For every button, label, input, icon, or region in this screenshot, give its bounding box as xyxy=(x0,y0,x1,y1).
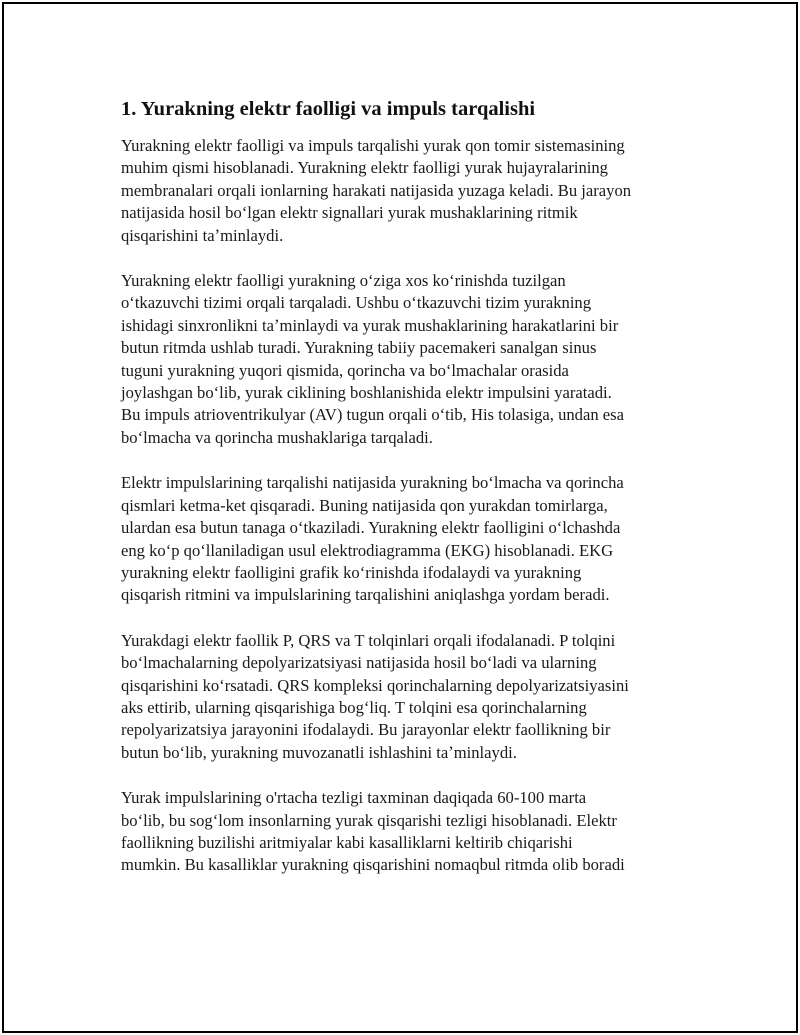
page-border xyxy=(2,2,798,1033)
paragraph-2 xyxy=(121,270,711,449)
document-body xyxy=(121,96,711,900)
text-line: Yurakdagi elektr faollik P, QRS va T tolqinlari orqali ifodalanadi. P tolqini xyxy=(121,630,616,650)
text-line: Elektr impulslarining tarqalishi natijasida yurakning boʻlmacha va qorincha xyxy=(121,473,624,493)
text-line: ulardan esa butun tanaga oʻtkaziladi. Yurakning elektr faolligini oʻlchashda xyxy=(121,518,621,538)
text-line: Bu impuls atrioventrikulyar (AV) tugun orqali oʻtib, His tolasiga, undan esa xyxy=(121,405,624,425)
text-line: faollikning buzilishi aritmiyalar kabi kasalliklarni keltirib chiqarishi xyxy=(121,832,573,852)
text-line: boʻlmacha va qorincha mushaklariga tarqaladi. xyxy=(121,427,433,447)
text-line: Yurak impulslarining o'rtacha tezligi taxminan daqiqada 60-100 marta xyxy=(121,788,587,808)
text-line: Yurakning elektr faolligi yurakning oʻziga xos koʻrinishda tuzilgan xyxy=(121,271,566,291)
paragraph-1 xyxy=(121,135,711,247)
text-line: muhim qismi hisoblanadi. Yurakning elektr faolligi yurak hujayralarining xyxy=(121,158,608,178)
paragraph-3 xyxy=(121,472,711,606)
text-line: boʻlib, bu sogʻlom insonlarning yurak qisqarishi tezligi hisoblanadi. Elektr xyxy=(121,810,617,830)
text-line: joylashgan boʻlib, yurak ciklining boshlanishida elektr impulsini yaratadi. xyxy=(121,383,612,403)
paragraph-4 xyxy=(121,630,711,764)
paragraph-5 xyxy=(121,787,711,877)
text-line: repolyarizatsiya jarayonini ifodalaydi. Bu jarayonlar elektr faollikning bir xyxy=(121,720,611,740)
text-line: membranalari orqali ionlarning harakati natijasida yuzaga keladi. Bu jarayon xyxy=(121,180,632,200)
text-line: boʻlmachalarning depolyarizatsiyasi natijasida hosil boʻladi va ularning xyxy=(121,653,597,673)
text-line: tuguni yurakning yuqori qismida, qorincha va boʻlmachalar orasida xyxy=(121,360,569,380)
text-line: qisqarishini taʼminlaydi. xyxy=(121,225,284,245)
text-line: qisqarishini koʻrsatadi. QRS kompleksi qorinchalarning depolyarizatsiyasini xyxy=(121,675,629,695)
text-line: oʻtkazuvchi tizimi orqali tarqaladi. Ushbu oʻtkazuvchi tizim yurakning xyxy=(121,293,592,313)
text-line: natijasida hosil boʻlgan elektr signallari yurak mushaklarining ritmik xyxy=(121,203,578,223)
text-line: aks ettirib, ularning qisqarishiga bogʻliq. T tolqini esa qorinchalarning xyxy=(121,697,587,717)
text-line: mumkin. Bu kasalliklar yurakning qisqarishini nomaqbul ritmda olib boradi xyxy=(121,855,625,875)
text-line: yurakning elektr faolligini grafik koʻrinishda ifodalaydi va yurakning xyxy=(121,562,582,582)
text-line: butun boʻlib, yurakning muvozanatli ishlashini taʼminlaydi. xyxy=(121,742,517,762)
text-line: ishidagi sinxronlikni taʼminlaydi va yurak mushaklarining harakatlarini bir xyxy=(121,315,619,335)
text-line: Yurakning elektr faolligi va impuls tarqalishi yurak qon tomir sistemasining xyxy=(121,136,625,155)
text-line: eng koʻp qoʻllaniladigan usul elektrodiagramma (EKG) hisoblanadi. EKG xyxy=(121,540,614,560)
text-line: qismlari ketma-ket qisqaradi. Buning natijasida qon yurakdan tomirlarga, xyxy=(121,495,608,515)
section-heading: 1. Yurakning elektr faolligi va impuls tarqalishi xyxy=(121,98,536,120)
text-line: qisqarish ritmini va impulslarining tarqalishini aniqlashga yordam beradi. xyxy=(121,585,610,605)
text-line: butun ritmda ushlab turadi. Yurakning tabiiy pacemakeri sanalgan sinus xyxy=(121,338,597,358)
